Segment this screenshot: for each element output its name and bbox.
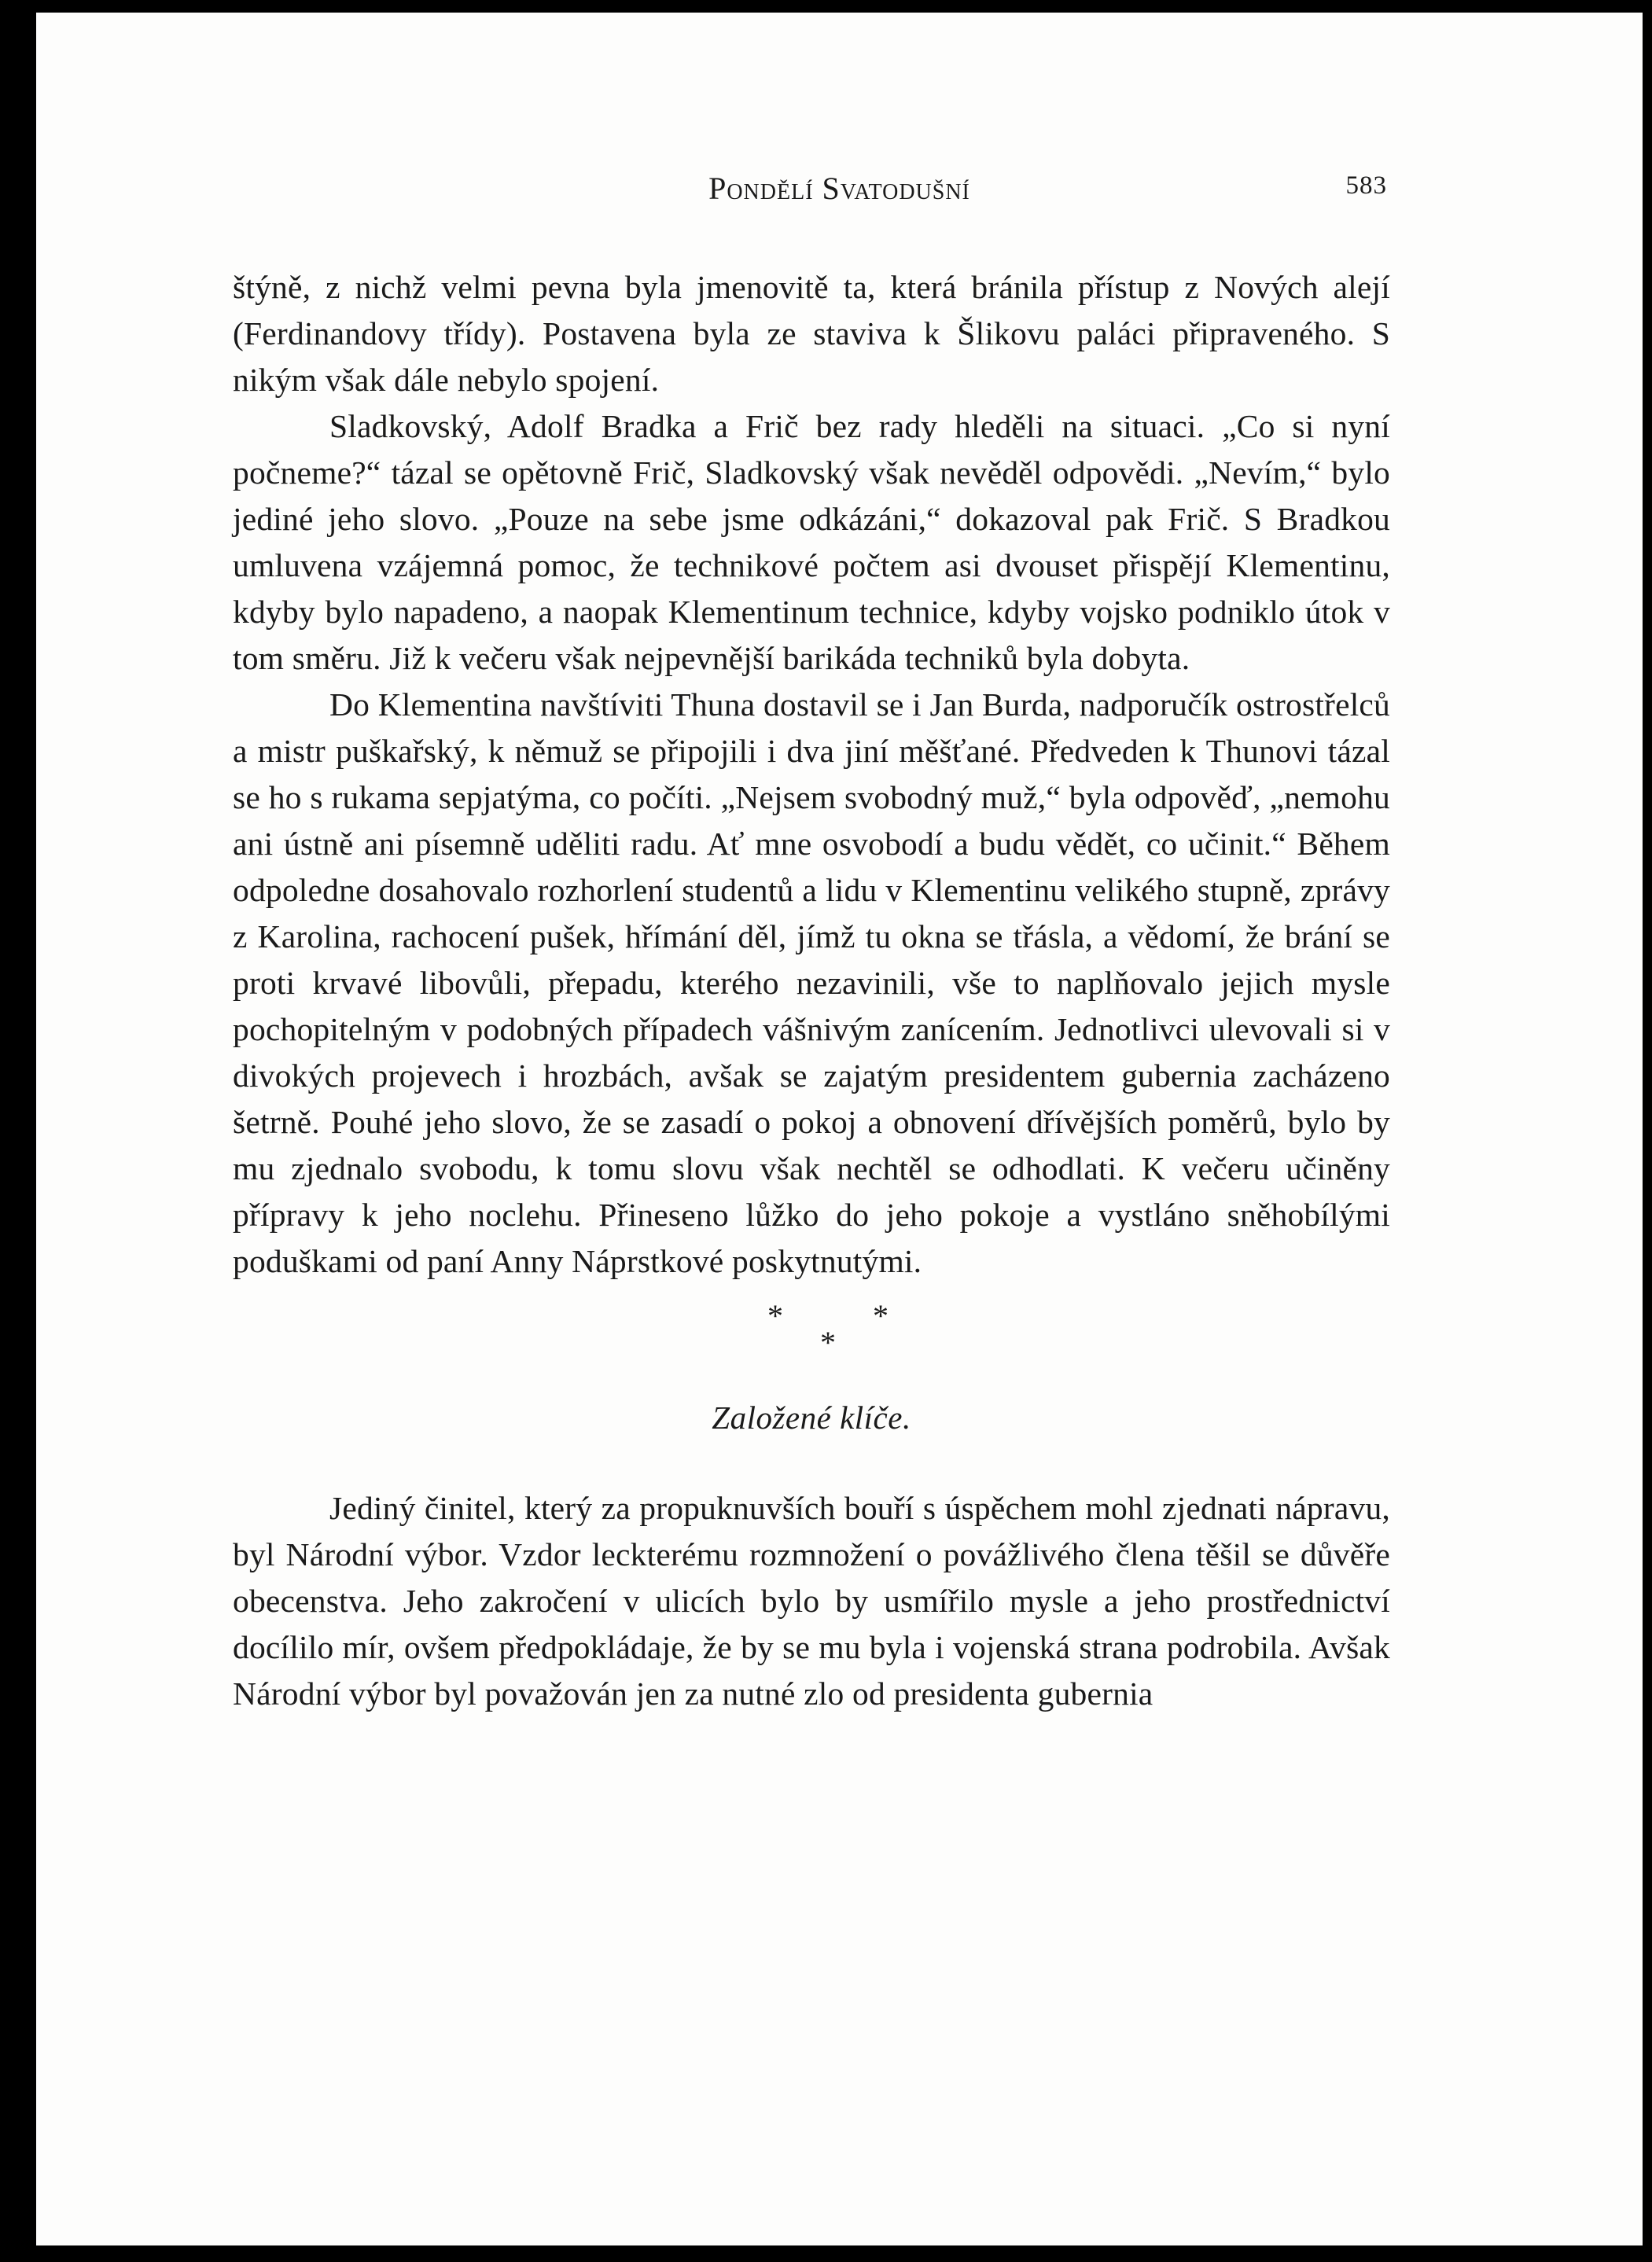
- running-head: [36, 170, 1643, 217]
- paragraph-continuation: štýně, z nichž velmi pevna byla jmenovitě ta, která bránila přístup z Nových alejí (Ferdinandovy třídy). Postavena byla ze staviva k Šlikovu paláci připraveného. S nikým však dále nebylo spojení.: [233, 269, 1390, 398]
- asterism-divider: [233, 1300, 1390, 1373]
- page-number: 583: [1345, 171, 1387, 200]
- asterisk: *: [873, 1298, 889, 1333]
- section-title: Založené klíče.: [712, 1399, 911, 1436]
- book-page: [36, 13, 1643, 2245]
- asterisk: *: [767, 1298, 784, 1333]
- paragraph: Jediný činitel, který za propuknuvších bouří s úspěchem mohl zjednati nápravu, byl Národní výbor. Vzdor leckterému rozmnožení o povážlivého člena těšil se důvěře obecenstva. Jeho zakročení v ulicích bylo by usmířilo mysle a jeho prostřednictví docílilo mír, ovšem předpokládaje, že by se mu byla i vojenská strana podrobila. Avšak Národní výbor byl považován jen za nutné zlo od presidenta gubernia: [233, 1490, 1390, 1712]
- paragraph: Sladkovský, Adolf Bradka a Frič bez rady hleděli na situaci. „Co si nyní počneme?“ tázal se opětovně Frič, Sladkovský však nevěděl odpovědi. „Nevím,“ bylo jediné jeho slovo. „Pouze na sebe jsme odkázáni,“ dokazoval pak Frič. S Bradkou umluvena vzájemná pomoc, že technikové počtem asi dvouset přispějí Klementinu, kdyby bylo napadeno, a naopak Klementinum technice, kdyby vojsko podniklo útok v tom směru. Již k večeru však nejpevnější barikáda techniků byla dobyta.: [233, 408, 1390, 676]
- asterisk: *: [820, 1325, 837, 1360]
- running-title: Pondělí Svatodušní: [708, 171, 970, 206]
- paragraph: Do Klementina navštíviti Thuna dostavil se i Jan Burda, nadporučík ostrostřelců a mistr puškařský, k němuž se připojili i dva jiní měšťané. Předveden k Thunovi tázal se ho s rukama sepjatýma, co počíti. „Nejsem svobodný muž,“ byla odpověď, „nemohu ani ústně ani písemně uděliti radu. Ať mne osvobodí a budu vědět, co učinit.“ Během odpoledne dosahovalo rozhorlení studentů a lidu v Klementinu velikého stupně, zprávy z Karolina, rachocení pušek, hřímání děl, jímž tu okna se třásla, a vědomí, že brání se proti krvavé libovůli, přepadu, kterého nezavinili, vše to naplňovalo jejich mysle pochopitelným v podobných případech vášnivým zanícením. Jednotlivci ulevovali si v divokých projevech i hrozbách, avšak se zajatým presidentem gubernia zacházeno šetrně. Pouhé jeho slovo, že se zasadí o pokoj a obnovení dřívějších poměrů, bylo by mu zjednalo svobodu, k tomu slovu však nechtěl se odhodlati. K večeru učiněny přípravy k jeho noclehu. Přineseno lůžko do jeho pokoje a vystláno sněhobílými poduškami od paní Anny Náprstkové poskytnutými.: [233, 686, 1390, 1279]
- text-block: [233, 264, 1390, 1717]
